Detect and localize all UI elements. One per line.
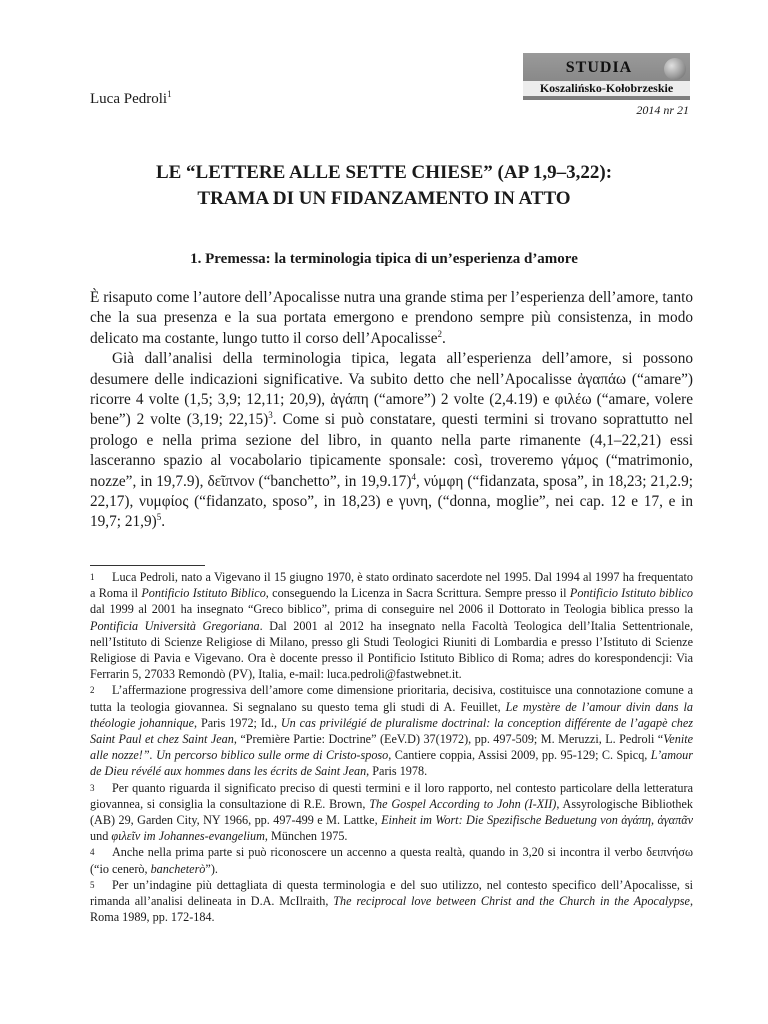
footnote-text: , Roma 1989, pp. 172-184. — [90, 894, 693, 925]
article-title-line-1: LE “LETTERE ALLE SETTE CHIESE” (AP 1,9–3,22): — [155, 162, 613, 183]
footnote-5 — [90, 877, 693, 926]
footnote-italic-text: Le mystère de l’amour divin dans la théologie johannique — [90, 699, 693, 730]
paragraph-1: È risaputo come l’autore dell’Apocalisse nutra una grande stima per l’esperienza dell’amore, tanto che la sua presenza e la sua portata emergono e prendono sempre più consistenza, in modo delicato ma costante, lungo tutto il corso dell’Apocalisse$^2$. — [90, 289, 693, 347]
footnote-text: dal 1999 al 2001 ha insegnato “Greco biblico”, prima di conseguire nel 2006 il Dottorato in Teologia biblica presso la — [90, 602, 693, 617]
footnote-number: 3 — [90, 782, 95, 793]
footnote-text: Per quanto riguarda il significato preciso di questi termini e il loro rapporto, nel contesto particolare della letteratura giovannea, si consiglia la consultazione di R.E. Brown, — [90, 780, 693, 811]
author-footnote-marker: 1 — [167, 89, 172, 99]
footnote-text: , München 1975. — [264, 829, 348, 844]
footnote-italic-text: bancheterò — [150, 861, 206, 876]
footnote-italic-text: Einheit im Wort: Die Spezifische Beduetung von ἀγάπη, ἀγαπᾶν — [381, 813, 693, 828]
footnote-separator — [90, 565, 205, 566]
footnote-text: ”). — [205, 861, 218, 876]
footnote-italic-text: Pontificia Università Gregoriana — [90, 618, 260, 633]
footnote-text: , Assyrologische Bibliothek (AB) 29, Garden City, NY 1966, pp. 497-499 e M. Lattke, — [90, 796, 694, 828]
footnote-text: , conseguendo la Licenza in Sacra Scrittura. Sempre presso il — [265, 586, 570, 601]
footnote-3 — [90, 780, 693, 845]
footnote-text: , Paris 1972; Id., — [194, 715, 281, 730]
footnote-number: 1 — [90, 572, 95, 582]
footnote-number: 4 — [90, 847, 95, 858]
footnote-italic-text: Pontificio Istituto Biblico — [141, 586, 266, 601]
article-body — [90, 288, 693, 533]
footnote-1 — [90, 569, 693, 682]
footnote-text: , Paris 1978. — [366, 764, 428, 779]
footnote-4 — [90, 844, 693, 876]
author-name: Luca Pedroli$^1$ — [90, 89, 172, 107]
section-heading: 1. Premessa: la terminologia tipica di un’esperienza d’amore — [190, 251, 578, 267]
footnote-number: 2 — [90, 685, 95, 696]
journal-issue: 2014 nr 21 — [636, 103, 689, 117]
journal-name: STUDIA — [565, 59, 633, 76]
footnote-text: , Cantiere coppia, Assisi 2009, pp. 95-129; C. Spicq, — [388, 748, 651, 763]
footnote-italic-text: The Gospel According to John (I-XII) — [369, 796, 557, 811]
paragraph-2: Già dall’analisi della terminologia tipica, legata all’esperienza dell’amore, si possono desumere delle indicazioni significative. Va subito detto che nell’Apocalisse ἀγαπάω (“amare”) ricorre 4 volte (1,5; 3,9; 12,11; 20,9), ἀγάπη (“amore”) 2 volte (2,4.19) e φιλέω (“amare, volere bene”) 2 volte (3,19; 22,15)$^3$. Come si può constatare, questi termini si trovano soprattutto nel prologo e nella prima sezione del libro, in quanto nella parte rimanente (4,1–22,21) essi lasceranno spazio al vocabolario tipicamente sponsale: così, troveremo γάμος (“matrimonio, nozze”, in 19,7.9), δεῖπνον (“banchetto”, in 19,9.17)$^4$, νύμφη (“fidanzata, sposa”, in 18,23; 21,2.9; 22,17), νυμφίος (“fidanzato, sposo”, in 18,23) e γυνη, (“donna, moglie”, nei cap. 12 e 17, e in 19,7; 21,9)$^5$. — [90, 350, 693, 531]
footnote-marker: 3 — [268, 410, 273, 421]
footnote-italic-text: L’amour de Dieu révélé aux hommes dans les écrits de Saint Jean — [90, 748, 693, 779]
footnote-italic-text: φιλεῖν im Johannes-evangelium — [111, 829, 265, 844]
footnote-italic-text: Pontificio Istituto biblico — [569, 586, 694, 601]
footnote-italic-text: Un cas privilégié de pluralisme doctrinal: la conception différente de l’agapè chez Saint Paul et chez Saint Jean — [90, 715, 693, 747]
footnote-marker: 5 — [156, 512, 162, 523]
article-title — [90, 160, 678, 212]
footnote-marker: 2 — [437, 328, 442, 339]
footnote-text: Anche nella prima parte si può riconoscere un accenno a questa realtà, quando in 3,20 si incontra il verbo δειπνήσω (“io cenerò, — [90, 845, 693, 876]
journal-subtitle: Koszalińsko-Kołobrzeskie — [523, 81, 690, 96]
footnote-text: und — [90, 829, 112, 844]
footnote-number: 5 — [90, 879, 95, 890]
article-title-line-2: TRAMA DI UN FIDANZAMENTO IN ATTO — [197, 188, 571, 209]
footnote-italic-text: The reciprocal love between Christ and the Church in the Apocalypse — [333, 894, 690, 909]
footnote-2 — [90, 682, 693, 779]
footnote-text: L’affermazione progressiva dell’amore come dimensione prioritaria, decisiva, costituisce una connotazione comune a tutta la teologia giovannea. Si segnalano su questo tema gli studi di A. Feuillet, — [90, 683, 693, 714]
footnote-text: Luca Pedroli, nato a Vigevano il 15 giugno 1970, è stato ordinato sacerdote nel 1995. Dal 1994 al 1997 ha frequentato a Roma il — [90, 570, 693, 601]
footnote-text: Per un’indagine più dettagliata di questa terminologia e del suo utilizzo, nel contesto specifico dell’Apocalisse, si rimanda all’analisi delineata in D.A. McIlraith, — [90, 877, 693, 909]
footnote-text: . Dal 2001 al 2012 ha insegnato nella Facoltà Teologica dell’Italia Settentrionale, nell’Istituto di Scienze Religiose di Milano, presso gli Studi Teologici Riuniti di Lombardia e presso l’Istituto di Scienze Religiose di Pavia e Vigevano. Ora è docente presso il Pontificio Istituto Biblico di Roma; adres do korespondencji: Via Ferrarin 5, 27033 Remondò (PV), Italia, e-mail: luca.pedroli@fastwebnet.it. — [90, 618, 693, 682]
footnote-text: , “Première Partie: Doctrine” (EeV.D) 37(1972), pp. 497-509; M. Meruzzi, L. Pedroli “ — [233, 732, 664, 747]
footnote-marker: 4 — [411, 471, 416, 482]
footnotes — [90, 569, 693, 925]
footnote-italic-text: Venite alle nozze!”. Un percorso biblico sulle orme di Cristo-sposo — [90, 732, 693, 763]
journal-logo — [523, 53, 690, 100]
